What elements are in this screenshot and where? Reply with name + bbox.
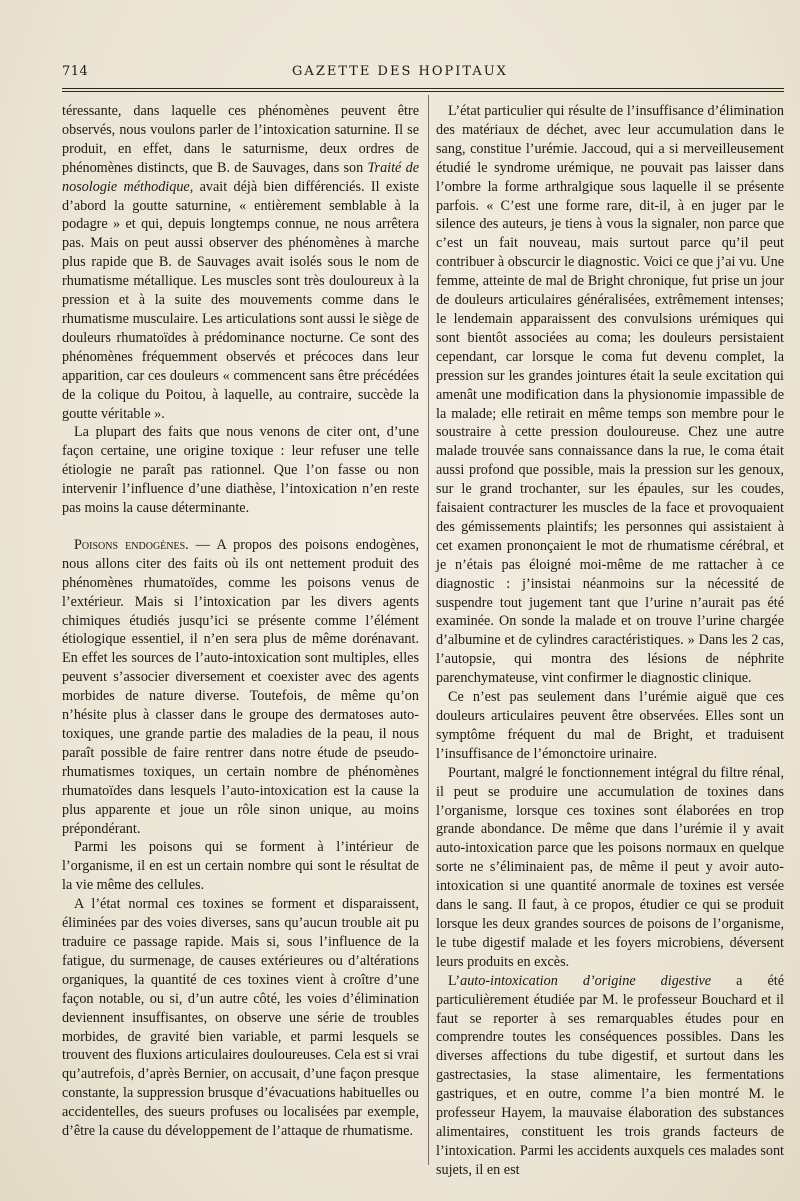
paragraph: A l’état normal ces toxines se forment et disparaissent, éliminées par des voies diverses, sans qu’aucun trouble ait pu traduire ce passage rapide. Mais si, sous l’influence de la fatigue, du surmenage, de causes extérieures ou d’altérations organiques, la quantité de ces toxines vient à croître d’une façon notable, ou si, d’un autre côté, les voies d’élimination deviennent insuffisantes, on observe une série de troubles morbides, de gravité bien variable, et parmi lesquels se trouvent des fluxions articulaires douloureuses. Cela est si vrai qu’autrefois, d’après Bernier, on accusait, d’une façon presque constante, la suppression brusque d’évacuations habituelles ou accidentelles, des sueurs profuses ou localisées par exemple, d’être la cause du développement de l’attaque de rhumatisme.: [62, 896, 419, 1140]
text-run: a été particulièrement étudiée par M. le professeur Bouchard et il faut se reporter à ses remarquables études pour en comprendre toutes les conséquences possibles. Dans les diverses affections du tube digestif, et surtout dans les gastrectasies, la stase alimentaire, les fermentations gastriques, et en outre, comme l’a bien montré M. le professeur Hayem, la mauvaise élaboration des substances alimentaires, constituent les trois grands facteurs de l’intoxication. Parmi les accidents auxquels ces malades sont sujets, il en est: [436, 972, 784, 1178]
emphasis: auto-intoxication d’origine digestive: [460, 972, 712, 989]
paragraph: Parmi les poisons qui se forment à l’intérieur de l’organisme, il en est un certain nombre qui sont le résultat de la vie même des cellules.: [62, 839, 419, 894]
book-title: Traité de nosologie méthodique: [62, 159, 419, 195]
running-title: GAZETTE DES HOPITAUX: [292, 64, 508, 79]
text-run: L’: [448, 972, 461, 989]
paragraph: [62, 536, 419, 839]
text-run: — A propos des poisons endogènes, nous allons citer des faits où ils ont nettement produit des phénomènes rhumatoïdes, comme les poisons venus de l’extérieur. Mais si l’intoxication par les divers agents chimiques étudiés jusqu’ici se présente comme l’élément étiologique essentiel, il n’en sera plus de même dorénavant. En effet les sources de l’auto-intoxication sont multiples, elles peuvent s’associer diversement et coexister avec des agents morbides de nature diverse. Toutefois, de même qu’on n’hésite plus à classer dans le groupe des dermatoses auto-toxiques, une grande partie des maladies de la peau, il nous paraît possible de faire rentrer dans notre étude de pseudo-rhumatismes toxiques, un certain nombre de phénomènes rhumatoïdes dans lesquels l’auto-intoxication est la cause la plus apparente et joue un rôle sinon unique, au moins prépondérant.: [62, 536, 419, 837]
paragraph: [436, 972, 784, 1180]
paragraph: Ce n’est pas seulement dans l’urémie aiguë que ces douleurs articulaires peuvent être observées. Elles sont un symptôme fréquent du mal de Bright, et traduisent l’insuffisance de l’émonctoire urinaire.: [436, 689, 784, 762]
paragraph: La plupart des faits que nous venons de citer ont, d’une façon certaine, une origine toxique : leur refuser une telle étiologie ne paraît pas rationnel. Que l’on fasse ou non intervenir l’influence d’une diathèse, l’intoxication n’en reste pas moins la cause déterminante.: [62, 424, 419, 517]
header-rule-double: [62, 91, 784, 92]
left-column: [62, 102, 419, 1141]
paragraph: L’état particulier qui résulte de l’insuffisance d’élimination des matériaux de déchet, avec leur accumulation dans le sang, constitue l’urémie. Jaccoud, qui a si merveilleusement étudié le syndrome urémique, ne pouvait pas laisser dans l’ombre la forme arthralgique sous laquelle il se présente parfois. « C’est une forme rare, dit-il, à en juger par le silence des auteurs, je tiens à vous la signaler, non parce que c’est un fait nouveau, mais surtout parce qu’il peut contribuer à obscurcir le diagnostic. Voici ce que j’ai vu. Une femme, atteinte de mal de Bright chronique, fut prise un jour de douleurs articulaires généralisées, extrêmement intenses; le lendemain apparaissent des convulsions urémiques qui sont bientôt associées au coma; les douleurs persistaient cependant, car lorsque le coma fut devenu complet, la pression sur les grandes jointures était la seule excitation qui amenât une modification dans la physionomie impassible de la malade; elle retirait en même temps son membre pour le soustraire à cette pression douloureuse. Chez une autre malade trouvée sans connaissance dans la rue, le coma était aussi profond que possible, mais la pression sur les genoux, sur le grand trochanter, sur les épaules, sur les coudes, faisaient contracturer les muscles de la face et provoquaient des gémissements plaintifs; les personnes qui assistaient à cet examen prononçaient le mot de rhumatisme cérébral, et je n’étais pas éloigné moi-même de me rattacher à ce diagnostic : j’insistai néanmoins sur la nécessité de suspendre tout jugement tant que l’urine n’aurait pas été examinée. On sonde la malade et on trouve l’urine chargée d’albumine et de cylindres caractéristiques. » Dans les 2 cas, l’autopsie, qui montra des lésions de néphrite parenchymateuse, vint confirmer le diagnostic clinique.: [436, 103, 784, 687]
text-run: téressante, dans laquelle ces phénomènes peuvent être observés, nous voulons parler de l’intoxication saturnine. Il se produit, en effet, dans le saturnisme, deux ordres de phénomènes distincts, que B. de Sauvages, dans son: [62, 103, 419, 176]
section-heading: Poisons endogènes.: [74, 536, 189, 553]
column-divider: [428, 95, 429, 1165]
paragraph: [62, 102, 419, 423]
page-number: 714: [62, 64, 89, 79]
header-rule: [62, 88, 784, 89]
text-run: , avait déjà bien différenciés. Il existe d’abord la goutte saturnine, « entièrement semblable à la podagre » et qui, depuis longtemps connue, ne nous arrêtera pas. Mais on peut aussi observer des phénomènes à marche plus rapide que B. de Sauvages avait isolés sous le nom de rhumatisme métallique. Les muscles sont très douloureux à la pression et à la suite des mouvements comme dans le rhumatisme musculaire. Les articulations sont aussi le siège de douleurs rhumatoïdes à prédominance nocturne. Ce sont des phénomènes fréquemment observés et précoces dans leur apparition, car ces douleurs « commencent sans être précédées de la colique du Poitou, à laquelle, au contraire, succède la goutte véritable ».: [62, 178, 419, 422]
paragraph: Pourtant, malgré le fonctionnement intégral du filtre rénal, il peut se produire une accumulation de toxines dans l’organisme, lorsque ces toxines sont élaborées en trop grande abondance. De même que dans l’urémie il y avait auto-intoxication parce que les poisons normaux en quelque sorte ne s’éliminaient pas, de même il peut y avoir auto-intoxication si une quantité anormale de toxines est versée dans le sang. Il faut, à ce propos, étudier ce qui se produit lorsque les deux grandes sources de poisons de l’organisme, le tube digestif malade et les foyers microbiens, déversent leurs produits en excès.: [436, 764, 784, 970]
right-column: [436, 102, 784, 1180]
